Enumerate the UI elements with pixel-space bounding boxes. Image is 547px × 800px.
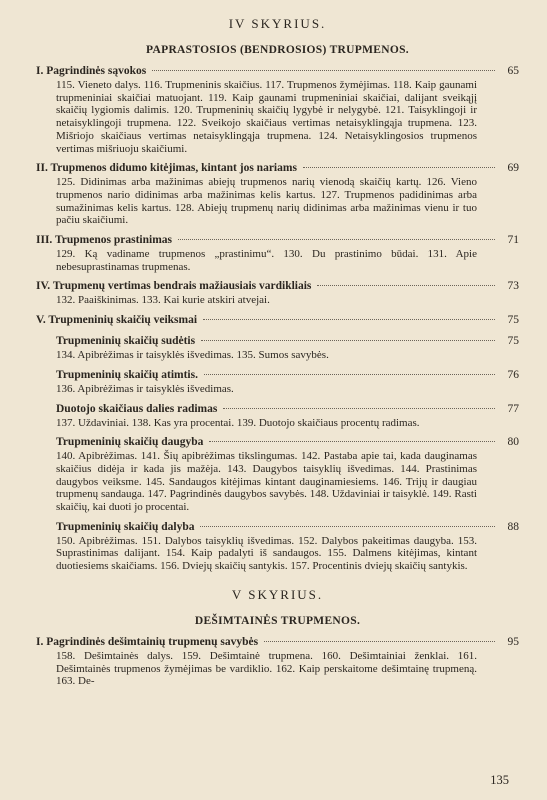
toc-entry-heading	[36, 520, 519, 535]
toc-entry-topics: 158. Dešimtainės dalys. 159. Dešimtainė trupmena. 160. Dešimtainiai ženklai. 161. Dešimtainės trupmenos žymėjimas be vardiklio. 162. Kaip perskaitome dešimtainę trupmeną. 163. De-	[56, 649, 477, 688]
toc-entry-topics: 132. Paaiškinimas. 133. Kai kurie atskiri atvejai.	[56, 294, 270, 307]
toc-entry-label: II. Trupmenos didumo kitėjimas, kintant jos nariams	[36, 162, 297, 175]
toc-section	[36, 368, 519, 396]
toc-entry-label: Trupmeninių skaičių dalyba	[56, 520, 195, 533]
toc-chapter-5	[36, 635, 519, 688]
toc-page-number: 75	[507, 314, 519, 327]
dot-leader	[152, 70, 495, 71]
toc-entry-heading	[36, 313, 519, 328]
toc-page-number: 88	[507, 520, 519, 533]
page-number: 135	[490, 773, 509, 787]
chapter-heading: IV SKYRIUS.	[228, 16, 327, 31]
toc-page-number: 65	[507, 65, 519, 77]
chapter-heading: V SKYRIUS.	[231, 586, 324, 602]
toc-entry-topics: 129. Ką vadiname trupmenos „prastinimu“. 130. Du prastinimo būdai. 131. Apie nebesuprastinamas trupmenas.	[56, 248, 477, 273]
toc-section	[36, 435, 519, 514]
toc-section	[36, 279, 519, 307]
toc-page-number: 75	[507, 335, 519, 348]
dot-leader	[317, 285, 495, 286]
toc-entry-topics: 115. Vieneto dalys. 116. Trupmeninis skaičius. 117. Trupmenos žymėjimas. 118. Kaip gaunami trupmeniniai skaičiai matuojant. 119. Kaip gaunami trupmeniniai skaičiai, dalijant sveikąjį skaičių lygiomis dalimis. 120. Trupmeninių skaičių lygybė ir nelygybė. 121. Taisyklingoji ir netaisyklingoji trupmena. 122. Sveikojo skaičiaus vertimas netaisyklingąja trupmena. 123. Mišriojo skaičiaus vertimas netaisyklingąja trupmena. 124. Netaisyklingosios trupmenos vertimas mišriuoju skaičiumi.	[56, 79, 477, 155]
chapter-title: DEŠIMTAINĖS TRUPMENOS.	[194, 614, 361, 627]
toc-entry-label: V. Trupmeninių skaičių veiksmai	[36, 314, 198, 327]
toc-entry-heading	[36, 279, 519, 294]
dot-leader	[200, 526, 495, 527]
toc-section	[36, 313, 519, 328]
toc-section	[36, 635, 519, 688]
toc-entry-topics: 150. Apibrėžimas. 151. Dalybos taisyklių išvedimas. 152. Dalybos pakeitimas daugyba. 153. Suprastinimas dalijant. 154. Kaip padalyti iš sandaugos. 155. Dalmens kitėjimas, kintant duotiesiems skaičiams. 156. Dviejų skaičių santykis. 157. Procentinis dviejų skaičių santykis.	[56, 534, 477, 573]
dot-leader	[203, 319, 495, 320]
toc-page-number: 71	[507, 234, 519, 247]
dot-leader	[204, 374, 495, 375]
toc-entry-label: Trupmeninių skaičių atimtis.	[56, 368, 198, 381]
toc-entry-heading	[36, 64, 519, 79]
toc-entry-label: Trupmeninių skaičių sudėtis	[56, 335, 196, 348]
toc-entry-label: Duotojo skaičiaus dalies radimas	[56, 402, 218, 415]
toc-entry-topics: 137. Uždaviniai. 138. Kas yra procentai. 139. Duotojo skaičiaus procentų radimas.	[56, 416, 420, 429]
dot-leader	[303, 167, 495, 168]
toc-section	[36, 402, 519, 430]
toc-page-number: 77	[507, 402, 519, 415]
dot-leader	[209, 441, 495, 442]
dot-leader	[264, 641, 495, 642]
toc-entry-topics: 140. Apibrėžimas. 141. Šių apibrėžimas tikslingumas. 142. Pastaba apie tai, kada dauginamas skaičius didėja ir kada jis mažėja. 143. Daugybos taisyklių išvedimas. 144. Prastinimas daugybos veiksme. 145. Sandaugos kitėjimas kintant dauginamiesiems. 146. Trijų ir daugiau trupmenų sandauga. 147. Pagrindinės daugybos savybės. 148. Uždaviniai ir taisyklė. 149. Rasti skaičių, kai duoti jo procentai.	[56, 450, 477, 514]
toc-entry-label: I. Pagrindinės dešimtainių trupmenų savybės	[36, 635, 259, 648]
toc-entry-heading	[36, 233, 519, 248]
toc-entry-heading	[36, 402, 519, 417]
toc-entry-label: III. Trupmenos prastinimas	[36, 234, 173, 247]
toc-entry-heading	[36, 161, 519, 176]
toc-page-number: 73	[507, 280, 519, 293]
toc-entry-label: Trupmeninių skaičių daugyba	[56, 436, 204, 449]
toc-entry-topics: 125. Didinimas arba mažinimas abiejų trupmenos narių vienodą skaičių kartų. 126. Vieno trupmenos nario didinimas arba mažinimas kelis kartus. 127. Trupmenos padidinimas arba sumažinimas kelis kartus. 128. Abiejų trupmenų narių didinimas arba mažinimas vienu ir tuo pačiu skaičiumi.	[56, 176, 477, 227]
toc-section	[36, 161, 519, 227]
toc-entry-topics: 134. Apibrėžimas ir taisyklės išvedimas. 135. Sumos savybės.	[56, 349, 329, 362]
toc-entry-heading	[36, 334, 519, 349]
toc-entry-label: I. Pagrindinės sąvokos	[36, 65, 147, 77]
toc-section	[36, 520, 519, 573]
toc-section	[36, 233, 519, 273]
toc-entry-topics: 136. Apibrėžimas ir taisyklės išvedimas.	[56, 382, 234, 395]
toc-entry-heading	[36, 635, 519, 650]
toc-page-number: 95	[507, 635, 519, 648]
dot-leader	[223, 408, 495, 409]
chapter-title: PAPRASTOSIOS (BENDROSIOS) TRUPMENOS.	[146, 44, 409, 56]
toc-page-number: 80	[507, 436, 519, 449]
toc-section	[36, 64, 519, 155]
toc-chapter-4	[36, 64, 519, 573]
toc-page-number: 69	[507, 162, 519, 175]
toc-entry-heading	[36, 435, 519, 450]
toc-entry-label: IV. Trupmenų vertimas bendrais mažiausiais vardikliais	[36, 280, 312, 293]
dot-leader	[201, 340, 495, 341]
toc-section	[36, 334, 519, 362]
dot-leader	[178, 239, 495, 240]
toc-entry-heading	[36, 368, 519, 383]
toc-page-number: 76	[507, 368, 519, 381]
